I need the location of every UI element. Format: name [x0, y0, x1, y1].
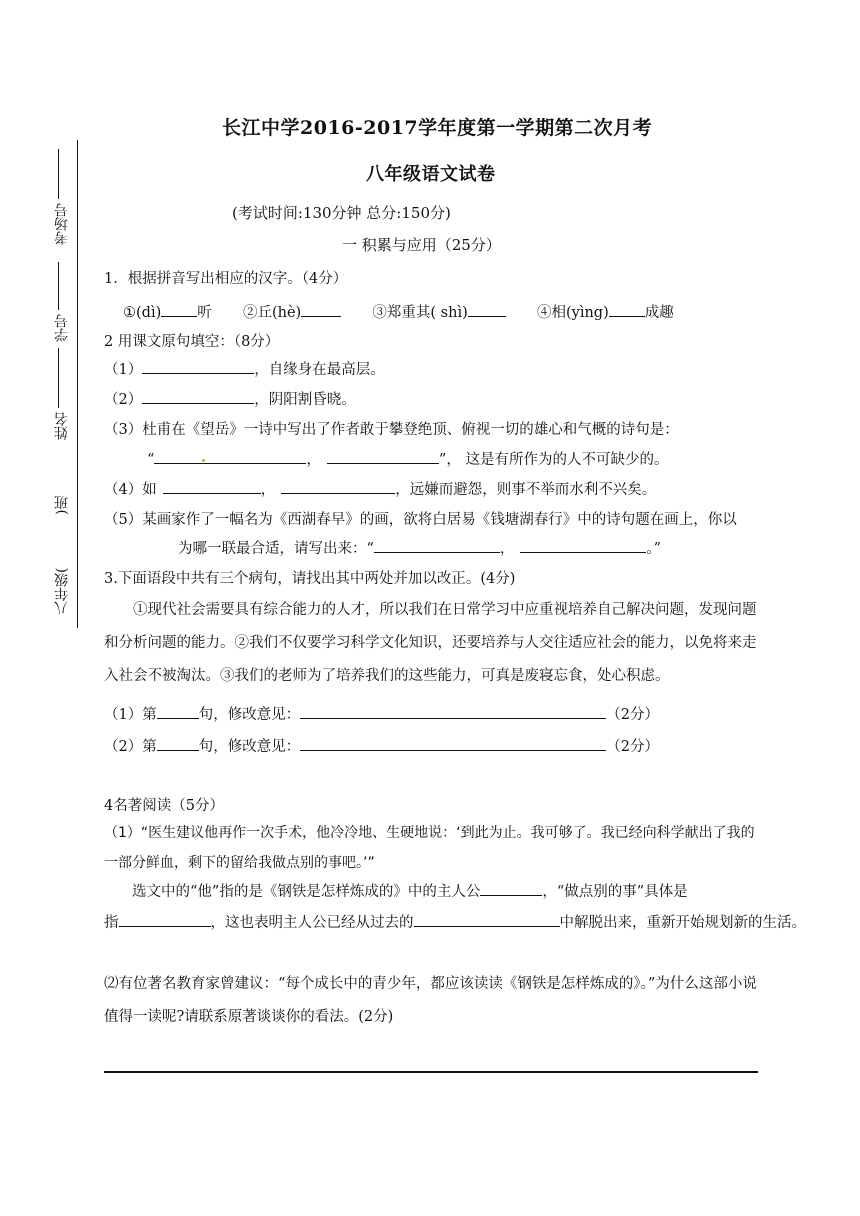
- q2-blank-3[interactable]: [154, 449, 306, 464]
- q3-blank-sentence-2[interactable]: [157, 736, 199, 751]
- name-label: 姓名: [54, 412, 70, 440]
- q2-line-3: （3）杜甫在《望岳》一诗中写出了作者敢于攀登绝顶、俯视一切的雄心和气概的诗句是：: [104, 422, 679, 438]
- exam-room-blank[interactable]: [57, 149, 59, 199]
- q3-answer-1: （1）第 句，修改意见： （2分）: [104, 703, 659, 724]
- q2-blank-5[interactable]: [163, 479, 261, 494]
- exam-title: 长江中学2016-2017学年度第一学期第二次月考: [222, 117, 653, 139]
- q2-line-1: （1） ，自缘身在最高层。: [104, 358, 385, 379]
- q2-blank-6[interactable]: [281, 479, 395, 494]
- grade-field: [52, 540, 72, 615]
- q2-blank-7[interactable]: [374, 538, 500, 553]
- answer-line[interactable]: [104, 1071, 758, 1073]
- q1-items: ①(dì) 听 ②丘(hè) ③郑重其( shì) ④相(yìng) 成趣: [123, 301, 674, 322]
- q3-answer-2: （2）第 句，修改意见： （2分）: [104, 735, 659, 756]
- q4-prompt: 4名著阅读（5分）: [104, 798, 224, 814]
- q4-blank-3[interactable]: [414, 912, 560, 927]
- class-label: )班: [54, 495, 70, 515]
- q1-blank-2[interactable]: [301, 302, 341, 317]
- q2-line-2: （2） ，阴阳割昏晓。: [104, 388, 356, 409]
- q2-blank-8[interactable]: [520, 538, 646, 553]
- paper-subtitle: 八年级语文试卷: [366, 164, 496, 185]
- q3-blank-fix-2[interactable]: [300, 736, 606, 751]
- q1-blank-1[interactable]: [161, 302, 197, 317]
- q2-blank-2[interactable]: [142, 389, 254, 404]
- exam-room-label: 考场号: [54, 203, 70, 245]
- q1-blank-4[interactable]: [609, 302, 645, 317]
- q2-line-5b: 为哪一联最合适，请写出来：“ ， 。”: [178, 537, 661, 558]
- grade-label: 八年级(: [54, 567, 70, 615]
- student-no-field: [52, 262, 72, 342]
- q2-blank-1[interactable]: [142, 359, 254, 374]
- q1-prompt: 1．根据拼音写出相应的汉字。（4分）: [104, 271, 348, 287]
- q4-fill-paragraph: 选文中的“他”指的是《钢铁是怎样炼成的》中的主人公 ，“做点别的事”具体是 指 ，这也表明主人公已经从过去的 中解脱出来，重新开始规划新的生活。: [104, 877, 760, 939]
- q1-blank-3[interactable]: [468, 302, 506, 317]
- binding-line: [77, 140, 78, 628]
- q3-prompt: 3.下面语段中共有三个病句，请找出其中两处并加以改正。(4分): [104, 571, 516, 587]
- q2-blank-4[interactable]: [327, 449, 439, 464]
- q4-blank-1[interactable]: [480, 881, 542, 896]
- name-field: [52, 345, 72, 440]
- q4-blank-2[interactable]: [119, 912, 211, 927]
- student-no-blank[interactable]: [57, 262, 59, 310]
- q3-passage: ①现代社会需要具有综合能力的人才，所以我们在日常学习中应重视培养自己解决问题，发现问题和分析问题的能力。②我们不仅要学习科学文化知识，还要培养与人交往适应社会的能力，以免将来走入社会不被淘汰。③我们的老师为了培养我们的这些能力，可真是废寝忘食，处心积虑。: [104, 602, 757, 684]
- name-blank[interactable]: [57, 348, 59, 408]
- exam-info: (考试时间:130分钟 总分:150分): [232, 204, 451, 222]
- q3-blank-fix-1[interactable]: [300, 704, 606, 719]
- student-no-label: 学号: [54, 314, 70, 342]
- q3-blank-sentence-1[interactable]: [157, 704, 199, 719]
- q2-prompt: 2 用课文原句填空：（8分）: [104, 334, 280, 350]
- section-one-heading: 一 积累与应用（25分）: [342, 236, 501, 254]
- q2-line-4: （4）如 ， ，远嫌而避怨，则事不举而水利不兴矣。: [104, 478, 656, 499]
- class-field: [52, 475, 72, 515]
- q4-quote: （1）“医生建议他再作一次手术，他冷冷地、生硬地说：‘到此为止。我可够了。我已经向科学献出了我的一部分鲜血，剩下的留给我做点别的事吧。’”: [104, 825, 755, 871]
- q2-line-3b: “ ， ”， 这是有所作为的人不可缺少的。: [147, 448, 668, 469]
- q2-line-5: （5）某画家作了一幅名为《西湖春早》的画，欲将白居易《钱塘湖春行》中的诗句题在画上，你以: [104, 512, 737, 528]
- exam-room-field: [52, 150, 72, 245]
- q4-sub-question-2: ⑵有位著名教育家曾建议：“每个成长中的青少年，都应该读读《钢铁是怎样炼成的》。”为什么这部小说值得一读呢?请联系原著谈谈你的看法。(2分): [104, 976, 757, 1025]
